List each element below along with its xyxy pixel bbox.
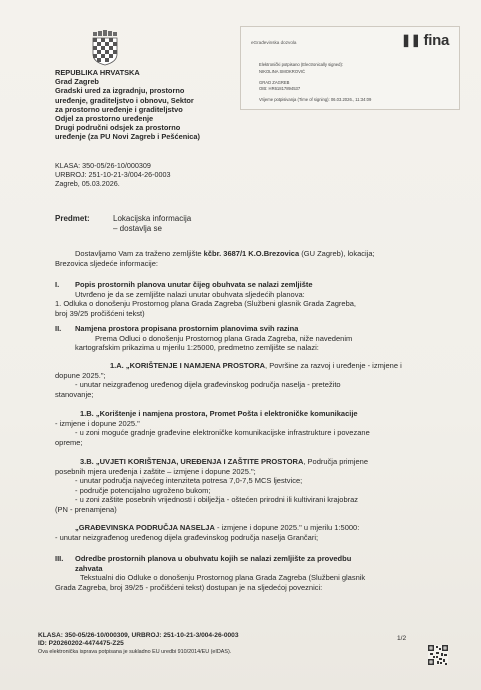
stamp-line: Vrijeme potpisivanja (Time of signing): 06.03.2026., 11:34:09: [259, 97, 372, 102]
section-title: Popis prostornih planova unutar čijeg obuhvata se nalazi zemljište: [75, 280, 313, 289]
plan-item-title: „GRAĐEVINSKA PODRUČJA NASELJA: [75, 523, 215, 532]
subject-label: Predmet:: [55, 214, 90, 223]
urbroj-number: URBROJ: 251-10-21-3/004-26-0003: [55, 170, 171, 179]
fina-logo-text: fina: [423, 32, 449, 49]
header-line: Gradski ured za izgradnju, prostorno: [55, 86, 185, 96]
section-number: III.: [55, 554, 64, 563]
qr-code-icon: [428, 645, 448, 665]
intro-line: Brezovica sljedeće informacije:: [55, 258, 158, 268]
stamp-line: Elektronički potpisano (Electronically signed):: [259, 62, 344, 67]
stamp-line: OIB: HR61817894537: [259, 86, 301, 91]
klasa-number: KLASA: 350-05/26-10/000309: [55, 161, 151, 170]
stamp-title: eGrađevinska dozvola: [251, 40, 297, 45]
coat-of-arms-icon: [90, 30, 120, 66]
footer-notice: Ova elektronička isprava potpisana je sukladno EU uredbi 910/2014/EU (eIDAS).: [38, 649, 232, 655]
section-text: Grada Zagreba, broj 39/25 - pročišćeni tekst) dostupan je na sljedećoj poveznici:: [55, 582, 323, 592]
header-line: Drugi područni odsjek za prostorno: [55, 123, 181, 133]
subject-block: [55, 214, 192, 233]
footer-reference: KLASA: 350-05/26-10/000309, URBROJ: 251-10-21-3/004-26-0003: [38, 632, 239, 639]
plan-item-title: 1.B. „Korištenje i namjena prostora, Promet Pošta i elektroničke komunikacije: [80, 409, 358, 418]
plan-item-text: - u zoni zaštite posebnih vrijednosti i obilježja - oštećen prirodni ili kultivirani krajobraz: [75, 495, 359, 504]
intro-text: Dostavljamo Vam za traženo zemljište: [75, 249, 204, 258]
plan-item: [75, 523, 359, 532]
fina-bars-icon: ❚❚: [401, 33, 421, 47]
header-line: REPUBLIKA HRVATSKA: [55, 68, 140, 77]
plan-item-text: , Područja primjene: [303, 457, 368, 466]
section-text: 1. Odluka o donošenju Prostornog plana Grada Zagreba (Službeni glasnik Grada Zagreba,: [55, 299, 357, 308]
section-number: II.: [55, 324, 62, 333]
plan-item-title: 1.A. „KORIŠTENJE I NAMJENA PROSTORA: [110, 361, 266, 370]
header-line: uređenje, graditeljstvo i obnovu, Sektor: [55, 95, 194, 105]
plan-item-text: opreme;: [55, 437, 83, 447]
header-line: Grad Zagreb: [55, 77, 99, 87]
page-footer: [38, 632, 239, 656]
plan-item-text: - unutar neizgrađenog uređenog dijela građevinskog područja naselja - pretežito: [75, 380, 341, 389]
section-text: Utvrđeno je da se zemljište nalazi unutar obuhvata sljedećih planova:: [75, 289, 305, 299]
document-meta: [55, 161, 170, 188]
section-title: zahvata: [75, 563, 103, 573]
section-number: I.: [55, 280, 60, 289]
intro-line: [75, 249, 375, 258]
section-text: kartografskim prikazima u mjerilu 1:25000, predmetno zemljište se nalazi:: [75, 343, 319, 352]
section-title: Odredbe prostornih planova u obuhvatu kojih se nalazi zemljište za provedbu: [75, 554, 352, 563]
plan-item-text: stanovanje;: [55, 389, 94, 399]
header-line: za prostorno uređenje i graditeljstvo: [55, 104, 183, 114]
plan-item-text: dopune 2025.";: [55, 370, 106, 380]
plan-item-text: (PN - prenamjena): [55, 504, 117, 514]
plan-item: [110, 361, 402, 370]
subject-subtitle: – dostavlja se: [113, 224, 162, 233]
plan-item-text: - područje potencijalno ugroženo bukom;: [75, 485, 211, 495]
plan-item-title: 3.B. „UVJETI KORIŠTENJA, UREĐENJA I ZAŠTITE PROSTORA: [80, 457, 304, 466]
page-number: 1/2: [397, 635, 407, 642]
parcel-id: kčbr. 3687/1 K.O.Brezovica: [203, 249, 300, 258]
section-text: Tekstualni dio Odluke o donošenju Prostornog plana Grada Zagreba (Službeni glasnik: [80, 573, 366, 582]
plan-item: [80, 457, 368, 466]
plan-item-text: - izmjene i dopune 2025." u mjerilu 1:5000:: [214, 523, 360, 532]
plan-item-text: - unutar područja najvećeg intenziteta potresa 7,0-7,5 MCS ljestvice;: [75, 476, 303, 485]
document-date: Zagreb, 05.03.2026.: [55, 179, 120, 188]
issuer-header: [55, 68, 270, 142]
subject-title: Lokacijska informacija: [113, 214, 192, 223]
stamp-line: GRAD ZAGREB: [259, 80, 290, 85]
footer-id: ID: P20260202-4474475-Z25: [38, 640, 124, 647]
header-line: uređenje (za PU Novi Zagreb i Pešćenica): [55, 132, 200, 142]
plan-item-text: - u zoni moguće gradnje građevine elektroničke komunikacijske infrastrukture i povezane: [75, 428, 370, 437]
section-text: broj 39/25 pročišćeni tekst): [55, 308, 145, 318]
electronic-signature-stamp: [240, 26, 460, 110]
section-text: Prema Odluci o donošenju Prostornog plana Grada Zagreba, niže navedenim: [95, 333, 353, 343]
stamp-line: NIKOLINA SMOKROVIĆ: [259, 69, 306, 74]
plan-item-text: - unutar neizgrađenog uređenog dijela građevinskog područja naselja Grančari;: [55, 532, 319, 542]
plan-item-text: - izmjene i dopune 2025.": [55, 418, 140, 428]
header-line: Odjel za prostorno uređenje: [55, 114, 154, 124]
intro-text: (GU Zagreb), lokacija;: [299, 249, 375, 258]
fina-logo: [401, 32, 449, 49]
plan-item-text: posebnih mjera uređenja i zaštite – izmjene i dopune 2025.";: [55, 466, 256, 476]
section-title: Namjena prostora propisana prostornim planovima svih razina: [75, 324, 299, 333]
plan-item-text: , Površine za razvoj i uređenje - izmjene i: [265, 361, 402, 370]
